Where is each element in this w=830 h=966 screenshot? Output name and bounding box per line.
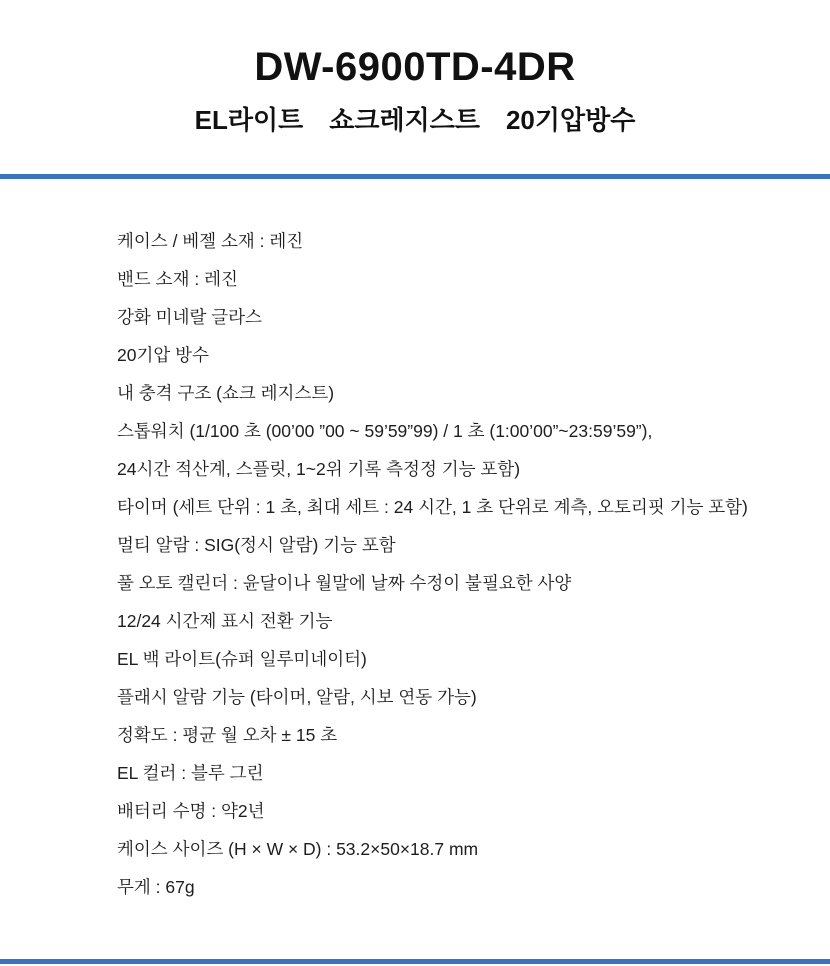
spec-line: 24시간 적산계, 스플릿, 1~2위 기록 측정정 기능 포함) (117, 459, 521, 479)
spec-section (0, 179, 830, 906)
spec-line: 멀티 알람 : SIG(정시 알람) 기능 포함 (117, 535, 396, 555)
product-subtitle: EL라이트 쇼크레지스트 20기압방수 (194, 105, 636, 135)
product-title: DW-6900TD-4DR (254, 45, 576, 89)
spec-line: 밴드 소재 : 레진 (117, 269, 238, 289)
spec-list (0, 222, 830, 906)
spec-line: 무게 : 67g (117, 877, 195, 897)
spec-line: 풀 오토 캘린더 : 윤달이나 월말에 날짜 수정이 불필요한 사양 (117, 573, 572, 593)
spec-line: 강화 미네랄 글라스 (117, 307, 262, 327)
spec-line: EL 컬러 : 블루 그린 (117, 763, 264, 783)
spec-line: 20기압 방수 (117, 345, 209, 365)
product-header (0, 0, 830, 136)
spec-line: 스톱워치 (1/100 초 (00’00 ”00 ~ 59’59”99) / 1 초 (1:00’00”~23:59’59”), (117, 421, 653, 441)
spec-line: 플래시 알람 기능 (타이머, 알람, 시보 연동 가능) (117, 687, 477, 707)
spec-line: EL 백 라이트(슈퍼 일루미네이터) (117, 649, 367, 669)
spec-line: 배터리 수명 : 약2년 (117, 801, 265, 821)
spec-line: 정확도 : 평균 월 오차 ± 15 초 (117, 725, 338, 745)
spec-line: 12/24 시간제 표시 전환 기능 (117, 611, 333, 631)
bottom-divider (0, 959, 830, 964)
spec-line: 케이스 / 베젤 소재 : 레진 (117, 231, 304, 251)
spec-line: 내 충격 구조 (쇼크 레지스트) (117, 383, 335, 403)
spec-line: 타이머 (세트 단위 : 1 초, 최대 세트 : 24 시간, 1 초 단위로 계측, 오토리핏 기능 포함) (117, 497, 748, 517)
spec-line: 케이스 사이즈 (H × W × D) : 53.2×50×18.7 mm (117, 839, 479, 859)
